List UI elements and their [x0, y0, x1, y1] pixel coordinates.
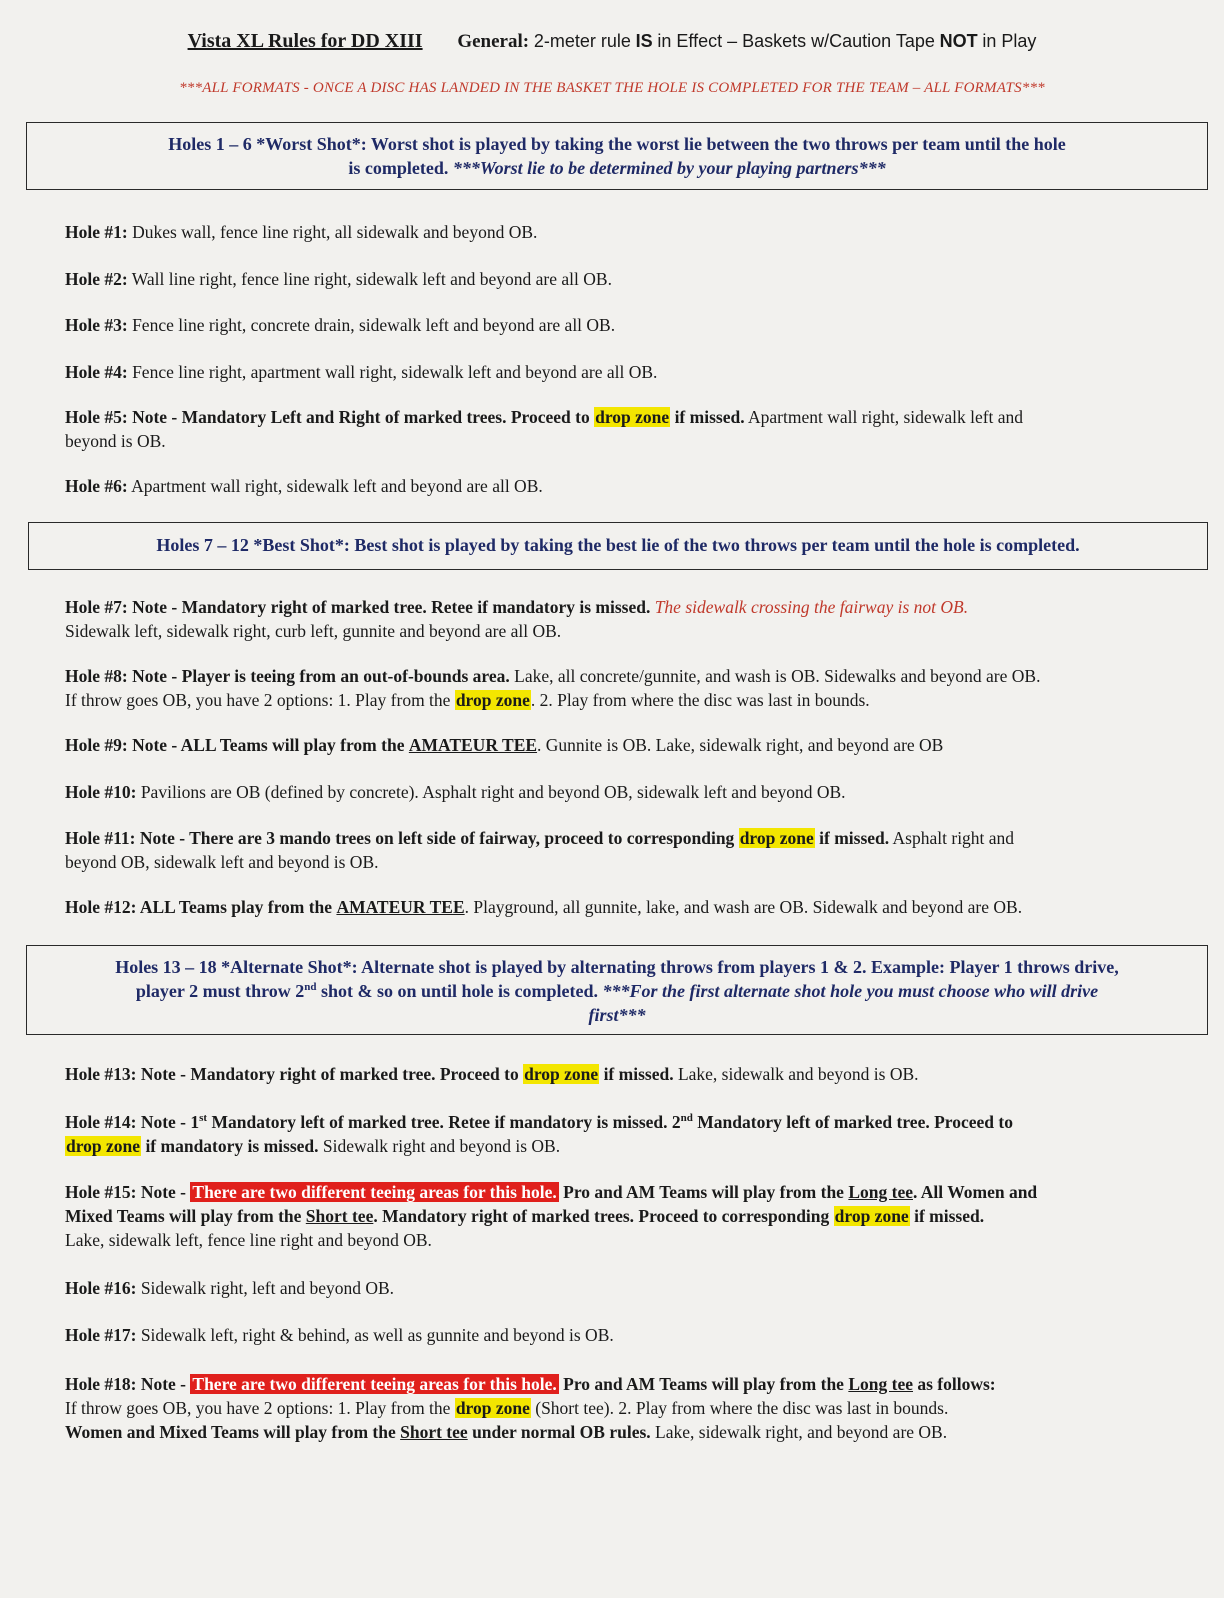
hole-13-bold: if missed. [603, 1064, 674, 1084]
general-label: General: [457, 31, 530, 52]
general-text-a: 2-meter rule [533, 31, 631, 51]
general-text-e: in Play [982, 31, 1037, 51]
hole-7-label: Hole #7: Note - Mandatory right of marked tree. Retee if mandatory is missed. [65, 597, 651, 617]
hole-11-bold: if missed. [819, 828, 890, 848]
hole-14-text: Sidewalk right and beyond is OB. [322, 1136, 561, 1156]
hole-17-rule [65, 1323, 1205, 1347]
hole-7-rule [65, 595, 1205, 643]
hole-5-label: Hole #5: Note - Mandatory Left and Right of marked trees. Proceed to [65, 407, 590, 427]
hole-1-text: Dukes wall, fence line right, all sidewalk and beyond OB. [132, 222, 538, 242]
hole-11-label: Hole #11: Note - There are 3 mando trees on left side of fairway, proceed to corresponding [65, 828, 735, 848]
hole-14-sup1: st [199, 1112, 208, 1125]
hole-7-text2: Sidewalk left, sidewalk right, curb left, gunnite and beyond are all OB. [65, 621, 562, 641]
hole-15-short-tee: Short tee [305, 1206, 374, 1226]
hole-2-rule [65, 267, 1205, 291]
hole-8-text2a: If throw goes OB, you have 2 options: 1. Play from the [65, 690, 451, 710]
hole-2-label: Hole #2: [65, 269, 128, 289]
hole-18-drop-zone: drop zone [455, 1398, 530, 1418]
hole-14-bold: if mandatory is missed. [145, 1136, 319, 1156]
hole-4-label: Hole #4: [65, 362, 128, 382]
hole-8-rule [65, 664, 1205, 712]
hole-4-rule [65, 360, 1205, 384]
hole-3-label: Hole #3: [65, 315, 128, 335]
hole-3-text: Fence line right, concrete drain, sidewalk left and beyond are all OB. [132, 315, 616, 335]
section-best-shot [28, 522, 1208, 570]
hole-15-bold-e: if missed. [914, 1206, 985, 1226]
hole-16-text: Sidewalk right, left and beyond OB. [140, 1278, 395, 1298]
hole-12-amateur-tee: AMATEUR TEE [336, 897, 465, 917]
section-alt-line1: Holes 13 – 18 *Alternate Shot*: Alternate shot is played by alternating throws from players 1 & 2. Example: Player 1 throws drive, [115, 957, 1119, 977]
section-alt-sup: nd [304, 981, 317, 993]
hole-11-rule [65, 826, 1205, 874]
hole-15-bold-b: . All Women and [913, 1182, 1038, 1202]
section-alt-line2a: player 2 must throw 2 [135, 981, 305, 1001]
hole-15-text: Lake, sidewalk left, fence line right and beyond OB. [65, 1230, 432, 1250]
hole-17-label: Hole #17: [65, 1325, 137, 1345]
hole-18-text-b: (Short tee). 2. Play from where the disc was last in bounds. [535, 1398, 949, 1418]
hole-10-text: Pavilions are OB (defined by concrete). Asphalt right and beyond OB, sidewalk left and beyond OB. [140, 782, 846, 802]
hole-1-label: Hole #1: [65, 222, 128, 242]
section-worst-shot [26, 122, 1208, 190]
hole-18-text-c: Lake, sidewalk right, and beyond are OB. [655, 1422, 948, 1442]
hole-5-drop-zone: drop zone [595, 407, 670, 427]
hole-10-label: Hole #10: [65, 782, 137, 802]
hole-11-text: Asphalt right and [892, 828, 1015, 848]
hole-18-bold-c: Women and Mixed Teams will play from the [65, 1422, 396, 1442]
hole-15-bold-d: . Mandatory right of marked trees. Proceed to corresponding [373, 1206, 830, 1226]
hole-8-text: Lake, all concrete/gunnite, and wash is OB. Sidewalks and beyond are OB. [514, 666, 1041, 686]
hole-18-bold-b: as follows: [917, 1374, 996, 1394]
hole-13-rule [65, 1062, 1205, 1086]
section-alt-italic2: first*** [588, 1005, 646, 1025]
hole-8-text2b: . 2. Play from where the disc was last in bounds. [530, 690, 870, 710]
hole-1-rule [65, 220, 1205, 244]
hole-18-bold-d: under normal OB rules. [472, 1422, 651, 1442]
hole-18-warning: There are two different teeing areas for this hole. [192, 1374, 557, 1394]
general-text-b: IS [635, 31, 653, 51]
hole-14-sup2: nd [680, 1112, 693, 1125]
hole-14-label-a: Hole #14: Note - 1 [65, 1112, 200, 1132]
hole-8-drop-zone: drop zone [455, 690, 530, 710]
hole-13-drop-zone: drop zone [524, 1064, 599, 1084]
hole-6-label: Hole #6: [65, 476, 128, 496]
hole-15-label: Hole #15: Note - [65, 1182, 187, 1202]
hole-9-label: Hole #9: Note - ALL Teams will play from the [65, 735, 405, 755]
hole-13-label: Hole #13: Note - Mandatory right of marked tree. Proceed to [65, 1064, 519, 1084]
hole-5-text: Apartment wall right, sidewalk left and [747, 407, 1024, 427]
hole-14-label-b: Mandatory left of marked tree. Retee if mandatory is missed. 2 [211, 1112, 681, 1132]
hole-6-text: Apartment wall right, sidewalk left and beyond are all OB. [131, 476, 543, 496]
hole-9-text: . Gunnite is OB. Lake, sidewalk right, and beyond are OB [537, 735, 944, 755]
hole-15-long-tee: Long tee [848, 1182, 913, 1202]
section-alt-italic1: ***For the first alternate shot hole you must choose who will drive [602, 981, 1099, 1001]
section-worst-shot-italic: ***Worst lie to be determined by your playing partners*** [452, 158, 886, 178]
hole-6-rule [65, 474, 1205, 498]
hole-5-text2: beyond is OB. [65, 431, 166, 451]
hole-2-text: Wall line right, fence line right, sidewalk left and beyond are all OB. [131, 269, 612, 289]
page-header [0, 30, 1224, 53]
section-worst-shot-line2: is completed. [348, 158, 449, 178]
hole-18-long-tee: Long tee [848, 1374, 913, 1394]
hole-15-bold-c: Mixed Teams will play from the [65, 1206, 302, 1226]
hole-18-bold-a: Pro and AM Teams will play from the [563, 1374, 844, 1394]
hole-15-drop-zone: drop zone [834, 1206, 909, 1226]
all-formats-banner: ***ALL FORMATS - ONCE A DISC HAS LANDED IN THE BASKET THE HOLE IS COMPLETED FOR THE TEAM – ALL FORMATS*** [179, 80, 1045, 96]
hole-9-rule [65, 733, 1205, 757]
hole-15-bold-a: Pro and AM Teams will play from the [563, 1182, 844, 1202]
hole-3-rule [65, 313, 1205, 337]
section-worst-shot-line1: Holes 1 – 6 *Worst Shot*: Worst shot is played by taking the worst lie between the two throws per team until the hole [168, 134, 1066, 154]
section-alternate-shot [26, 945, 1208, 1035]
general-text-c: in Effect – Baskets w/Caution Tape [657, 31, 935, 51]
general-text-d: NOT [939, 31, 978, 51]
hole-17-text: Sidewalk left, right & behind, as well as gunnite and beyond is OB. [140, 1325, 614, 1345]
hole-14-rule [65, 1110, 1205, 1158]
hole-14-label-c: Mandatory left of marked tree. Proceed to [697, 1112, 1013, 1132]
hole-10-rule [65, 780, 1205, 804]
hole-11-drop-zone: drop zone [739, 828, 814, 848]
hole-5-rule [65, 405, 1205, 453]
hole-18-rule [65, 1372, 1205, 1444]
hole-4-text: Fence line right, apartment wall right, sidewalk left and beyond are all OB. [132, 362, 658, 382]
hole-14-drop-zone: drop zone [66, 1136, 141, 1156]
hole-15-rule [65, 1180, 1205, 1252]
hole-18-text-a: If throw goes OB, you have 2 options: 1. Play from the [65, 1398, 451, 1418]
section-alt-line2b: shot & so on until hole is completed. [321, 981, 599, 1001]
page-title: Vista XL Rules for DD XIII [187, 30, 423, 52]
hole-15-warning: There are two different teeing areas for this hole. [192, 1182, 557, 1202]
section-best-shot-text: Holes 7 – 12 *Best Shot*: Best shot is played by taking the best lie of the two throws per team until the hole is completed. [156, 535, 1080, 555]
hole-11-text2: beyond OB, sidewalk left and beyond is OB. [65, 852, 379, 872]
hole-13-text: Lake, sidewalk and beyond is OB. [677, 1064, 919, 1084]
hole-18-label: Hole #18: Note - [65, 1374, 187, 1394]
hole-12-text: . Playground, all gunnite, lake, and wash are OB. Sidewalk and beyond are OB. [464, 897, 1023, 917]
hole-12-label: Hole #12: ALL Teams play from the [65, 897, 333, 917]
hole-7-italic: The sidewalk crossing the fairway is not OB. [654, 597, 969, 617]
hole-8-label: Hole #8: Note - Player is teeing from an out-of-bounds area. [65, 666, 510, 686]
hole-9-amateur-tee: AMATEUR TEE [408, 735, 538, 755]
hole-16-rule [65, 1276, 1205, 1300]
hole-12-rule [65, 895, 1205, 919]
hole-18-short-tee: Short tee [400, 1422, 468, 1442]
hole-5-bold: if missed. [674, 407, 745, 427]
hole-16-label: Hole #16: [65, 1278, 137, 1298]
